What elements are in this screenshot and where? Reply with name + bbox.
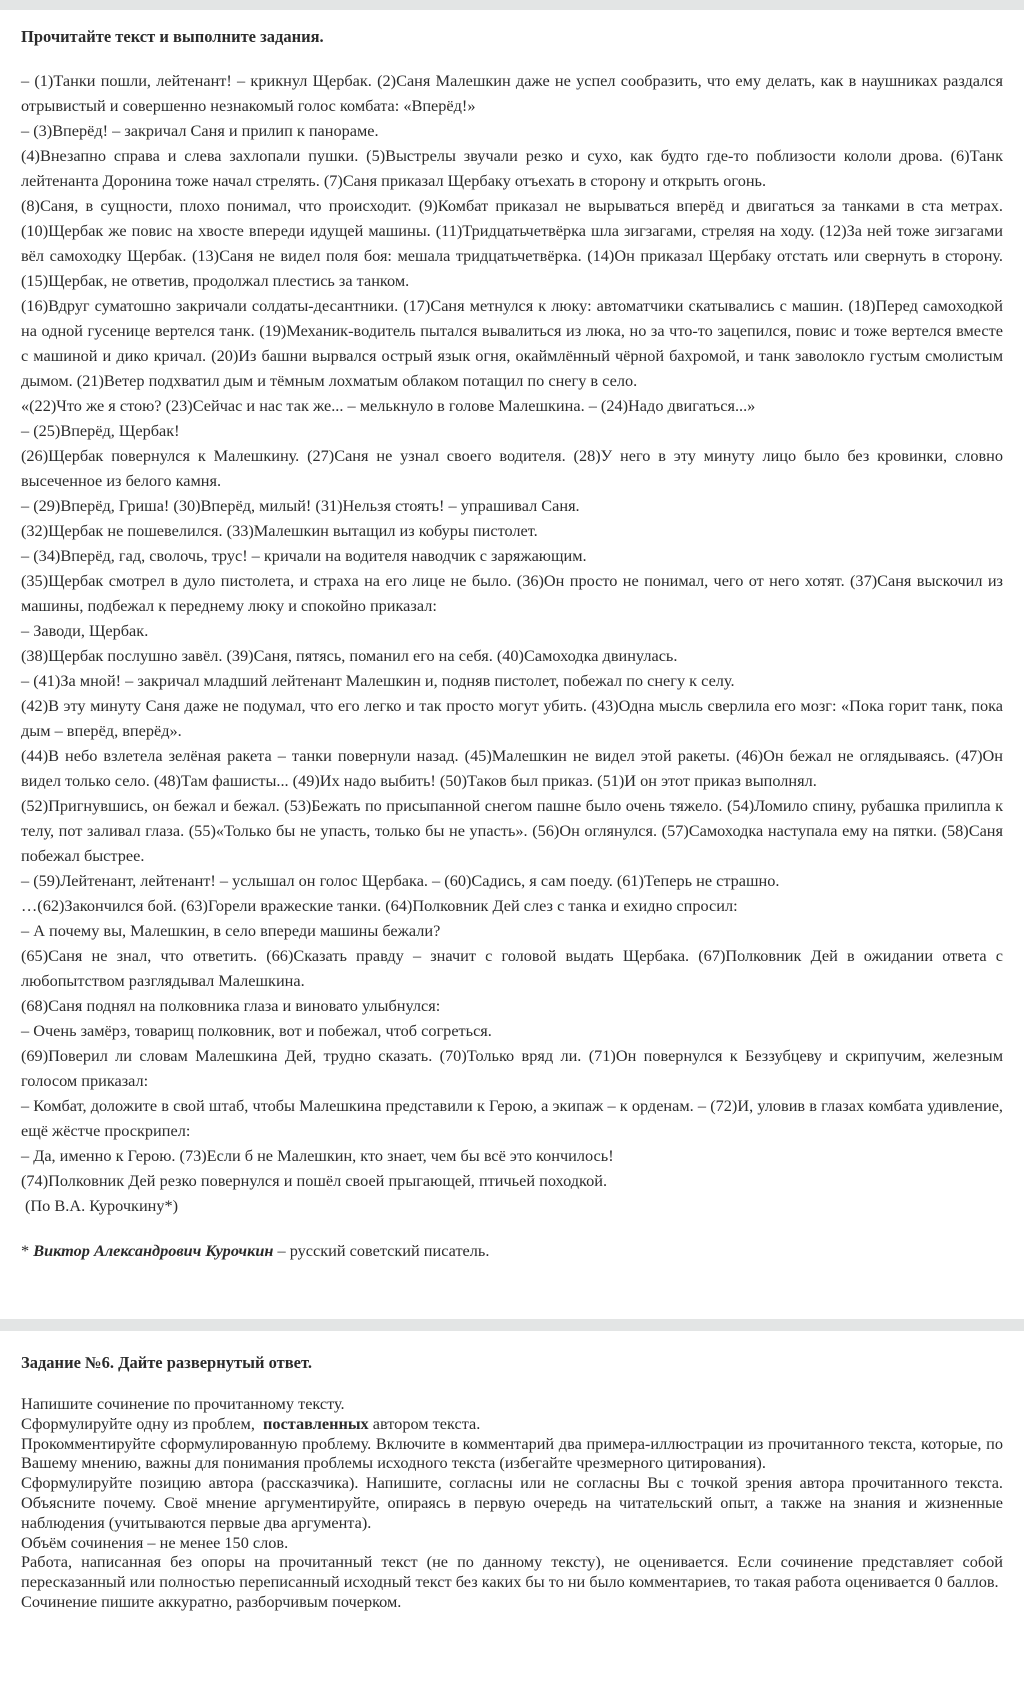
story-paragraph: – Да, именно к Герою. (73)Если б не Малешкин, кто знает, чем бы всё это кончилось! <box>21 1146 614 1165</box>
story-paragraph: – (3)Вперёд! – закричал Саня и прилип к панораме. <box>21 121 379 140</box>
story-paragraph: (69)Поверил ли словам Малешкина Дей, трудно сказать. (70)Только вряд ли. (71)Он повернулся к Беззубцеву и скрипучим, железным голосом приказал: <box>21 1046 1003 1090</box>
footnote-mark: * <box>21 1241 30 1260</box>
footnote-author: Виктор Александрович Курочкин <box>33 1241 274 1260</box>
story-paragraph: (8)Саня, в сущности, плохо понимал, что происходит. (9)Комбат приказал не вырываться вперёд и двигаться за танками в ста метрах. (10)Щербак же повис на хвосте впереди идущей машины. (11)Тридцатьчетвёрка шла зигзагами, стреляя на ходу. (12)За ней тоже зигзагами вёл самоходку Щербак. (13)Саня не видел поля боя: мешала тридцатьчетвёрка. (14)Он приказал Щербаку отстать или свернуть в сторону. (15)Щербак, не ответив, продолжал плестись за танком. <box>21 196 1003 290</box>
story-paragraph: (32)Щербак не пошевелился. (33)Малешкин вытащил из кобуры пистолет. <box>21 521 538 540</box>
story-paragraph: «(22)Что же я стою? (23)Сейчас и нас так же... – мелькнуло в голове Малешкина. – (24)Надо двигаться...» <box>21 396 756 415</box>
task-line: Сформулируйте позицию автора (рассказчика). Напишите, согласны или не согласны Вы с точкой зрения автора прочитанного текста. Объясните почему. Своё мнение аргументируйте, опираясь в первую очередь на читательский опыт, а также на знания и жизненные наблюдения (учитываются первые два аргумента). <box>21 1473 1003 1532</box>
task-heading: Задание №6. Дайте развернутый ответ. <box>21 1353 312 1372</box>
task-line: Объём сочинения – не менее 150 слов. <box>21 1532 289 1552</box>
story-paragraph: (42)В эту минуту Саня даже не подумал, что его легко и так просто могут убить. (43)Одна мысль сверлила его мозг: «Пока горит танк, пока дым – вперёд, вперёд». <box>21 696 1003 740</box>
story-paragraph: (38)Щербак послушно завёл. (39)Саня, пятясь, поманил его на себя. (40)Самоходка двинулась. <box>21 646 678 665</box>
task-text: автором текста. <box>372 1413 481 1433</box>
author-footnote <box>21 1238 1003 1263</box>
task-line: Работа, написанная без опоры на прочитанный текст (не по данному тексту), не оценивается. Если сочинение представляет собой пересказанный или полностью переписанный исходный текст без каких бы то ни было комментариев, то такая работа оценивается 0 баллов. <box>21 1552 1003 1592</box>
story-paragraph: (4)Внезапно справа и слева захлопали пушки. (5)Выстрелы звучали резко и сухо, как будто где-то поблизости кололи дрова. (6)Танк лейтенанта Доронина тоже начал стрелять. (7)Саня приказал Щербаку отъехать в сторону и открыть огонь. <box>21 146 1003 190</box>
story-paragraph: (68)Саня поднял на полковника глаза и виновато улыбнулся: <box>21 996 441 1015</box>
section-divider <box>0 1319 1024 1331</box>
story-paragraph: – (29)Вперёд, Гриша! (30)Вперёд, милый! (31)Нельзя стоять! – упрашивал Саня. <box>21 496 580 515</box>
story-paragraph: – Очень замёрз, товарищ полковник, вот и побежал, чтоб согреться. <box>21 1021 492 1040</box>
task-line <box>21 1414 1003 1434</box>
story-paragraph: (65)Саня не знал, что ответить. (66)Сказать правду – значит с головой выдать Щербака. (67)Полковник Дей в ожидании ответа с любопытством разглядывал Малешкина. <box>21 946 1003 990</box>
top-divider <box>0 0 1024 10</box>
story-paragraph: – Комбат, доложите в свой штаб, чтобы Малешкина представили к Герою, а экипаж – к орденам. – (72)И, уловив в глазах комбата удивление, ещё жёстче проскрипел: <box>21 1096 1003 1140</box>
story-paragraph: – Заводи, Щербак. <box>21 621 149 640</box>
source-attribution: (По В.А. Курочкину*) <box>25 1196 179 1215</box>
task-card <box>0 1331 1024 1612</box>
task-text: Сформулируйте одну из проблем, <box>21 1413 255 1433</box>
story-paragraph: – (25)Вперёд, Щербак! <box>21 421 180 440</box>
story-paragraph: (16)Вдруг суматошно закричали солдаты-десантники. (17)Саня метнулся к люку: автоматчики скатывались с машин. (18)Перед самоходкой на одной гусенице вертелся танк. (19)Механик-водитель пытался вывалиться из люка, но за что-то зацепился, повис и тоже вертелся вместе с машиной и дико кричал. (20)Из башни вырвался острый язык огня, окаймлённый чёрной бахромой, и танк заволокло густым смолистым дымом. (21)Ветер подхватил дым и тёмным лохматым облаком потащил по снегу в село. <box>21 296 1003 390</box>
story-paragraph: – (41)За мной! – закричал младший лейтенант Малешкин и, подняв пистолет, побежал по снегу к селу. <box>21 671 735 690</box>
story-paragraph: – (34)Вперёд, гад, сволочь, трус! – кричали на водителя наводчик с заряжающим. <box>21 546 587 565</box>
story-paragraph: – (1)Танки пошли, лейтенант! – крикнул Щербак. (2)Саня Малешкин даже не успел сообразить, что ему делать, как в наушниках раздался отрывистый и совершенно незнакомый голос комбата: «Вперёд!» <box>21 71 1003 115</box>
story-paragraph: (26)Щербак повернулся к Малешкину. (27)Саня не узнал своего водителя. (28)У него в эту минуту лицо было без кровинки, словно высеченное из белого камня. <box>21 446 1003 490</box>
task-line: Напишите сочинение по прочитанному тексту. <box>21 1394 345 1413</box>
reading-heading: Прочитайте текст и выполните задания. <box>21 27 324 46</box>
task-line: Прокомментируйте сформулированную проблему. Включите в комментарий два примера-иллюстрации из прочитанного текста, которые, по Вашему мнению, важны для понимания проблемы исходного текста (избегайте чрезмерного цитирования). <box>21 1433 1003 1473</box>
story-paragraph: (74)Полковник Дей резко повернулся и пошёл своей прыгающей, птичьей походкой. <box>21 1171 608 1190</box>
footnote-text: – русский советский писатель. <box>277 1241 490 1260</box>
story-paragraph: (44)В небо взлетела зелёная ракета – танки повернули назад. (45)Малешкин не видел этой ракеты. (46)Он бежал не оглядываясь. (47)Он видел только село. (48)Там фашисты... (49)Их надо выбить! (50)Таков был приказ. (51)И он этот приказ выполнял. <box>21 746 1003 790</box>
story-paragraph: – (59)Лейтенант, лейтенант! – услышал он голос Щербака. – (60)Садись, я сам поеду. (61)Теперь не страшно. <box>21 871 780 890</box>
story-paragraph: (52)Пригнувшись, он бежал и бежал. (53)Бежать по присыпанной снегом пашне было очень тяжело. (54)Ломило спину, рубашка прилипла к телу, пот заливал глаза. (55)«Только бы не упасть, только бы не упасть». (56)Он оглянулся. (57)Самоходка наступала ему на пятки. (58)Саня побежал быстрее. <box>21 796 1003 865</box>
story-paragraph: (35)Щербак смотрел в дуло пистолета, и страха на его лице не было. (36)Он просто не понимал, чего от него хотят. (37)Саня выскочил из машины, подбежал к переднему люку и спокойно приказал: <box>21 571 1003 615</box>
story-paragraph: …(62)Закончился бой. (63)Горели вражеские танки. (64)Полковник Дей слез с танка и ехидно спросил: <box>21 896 738 915</box>
task-line: Сочинение пишите аккуратно, разборчивым почерком. <box>21 1591 402 1611</box>
story-paragraph: – А почему вы, Малешкин, в село впереди машины бежали? <box>21 921 441 940</box>
task-bold-word: поставленных <box>263 1413 369 1433</box>
reading-card <box>0 10 1024 1319</box>
story-text <box>21 68 1003 1193</box>
